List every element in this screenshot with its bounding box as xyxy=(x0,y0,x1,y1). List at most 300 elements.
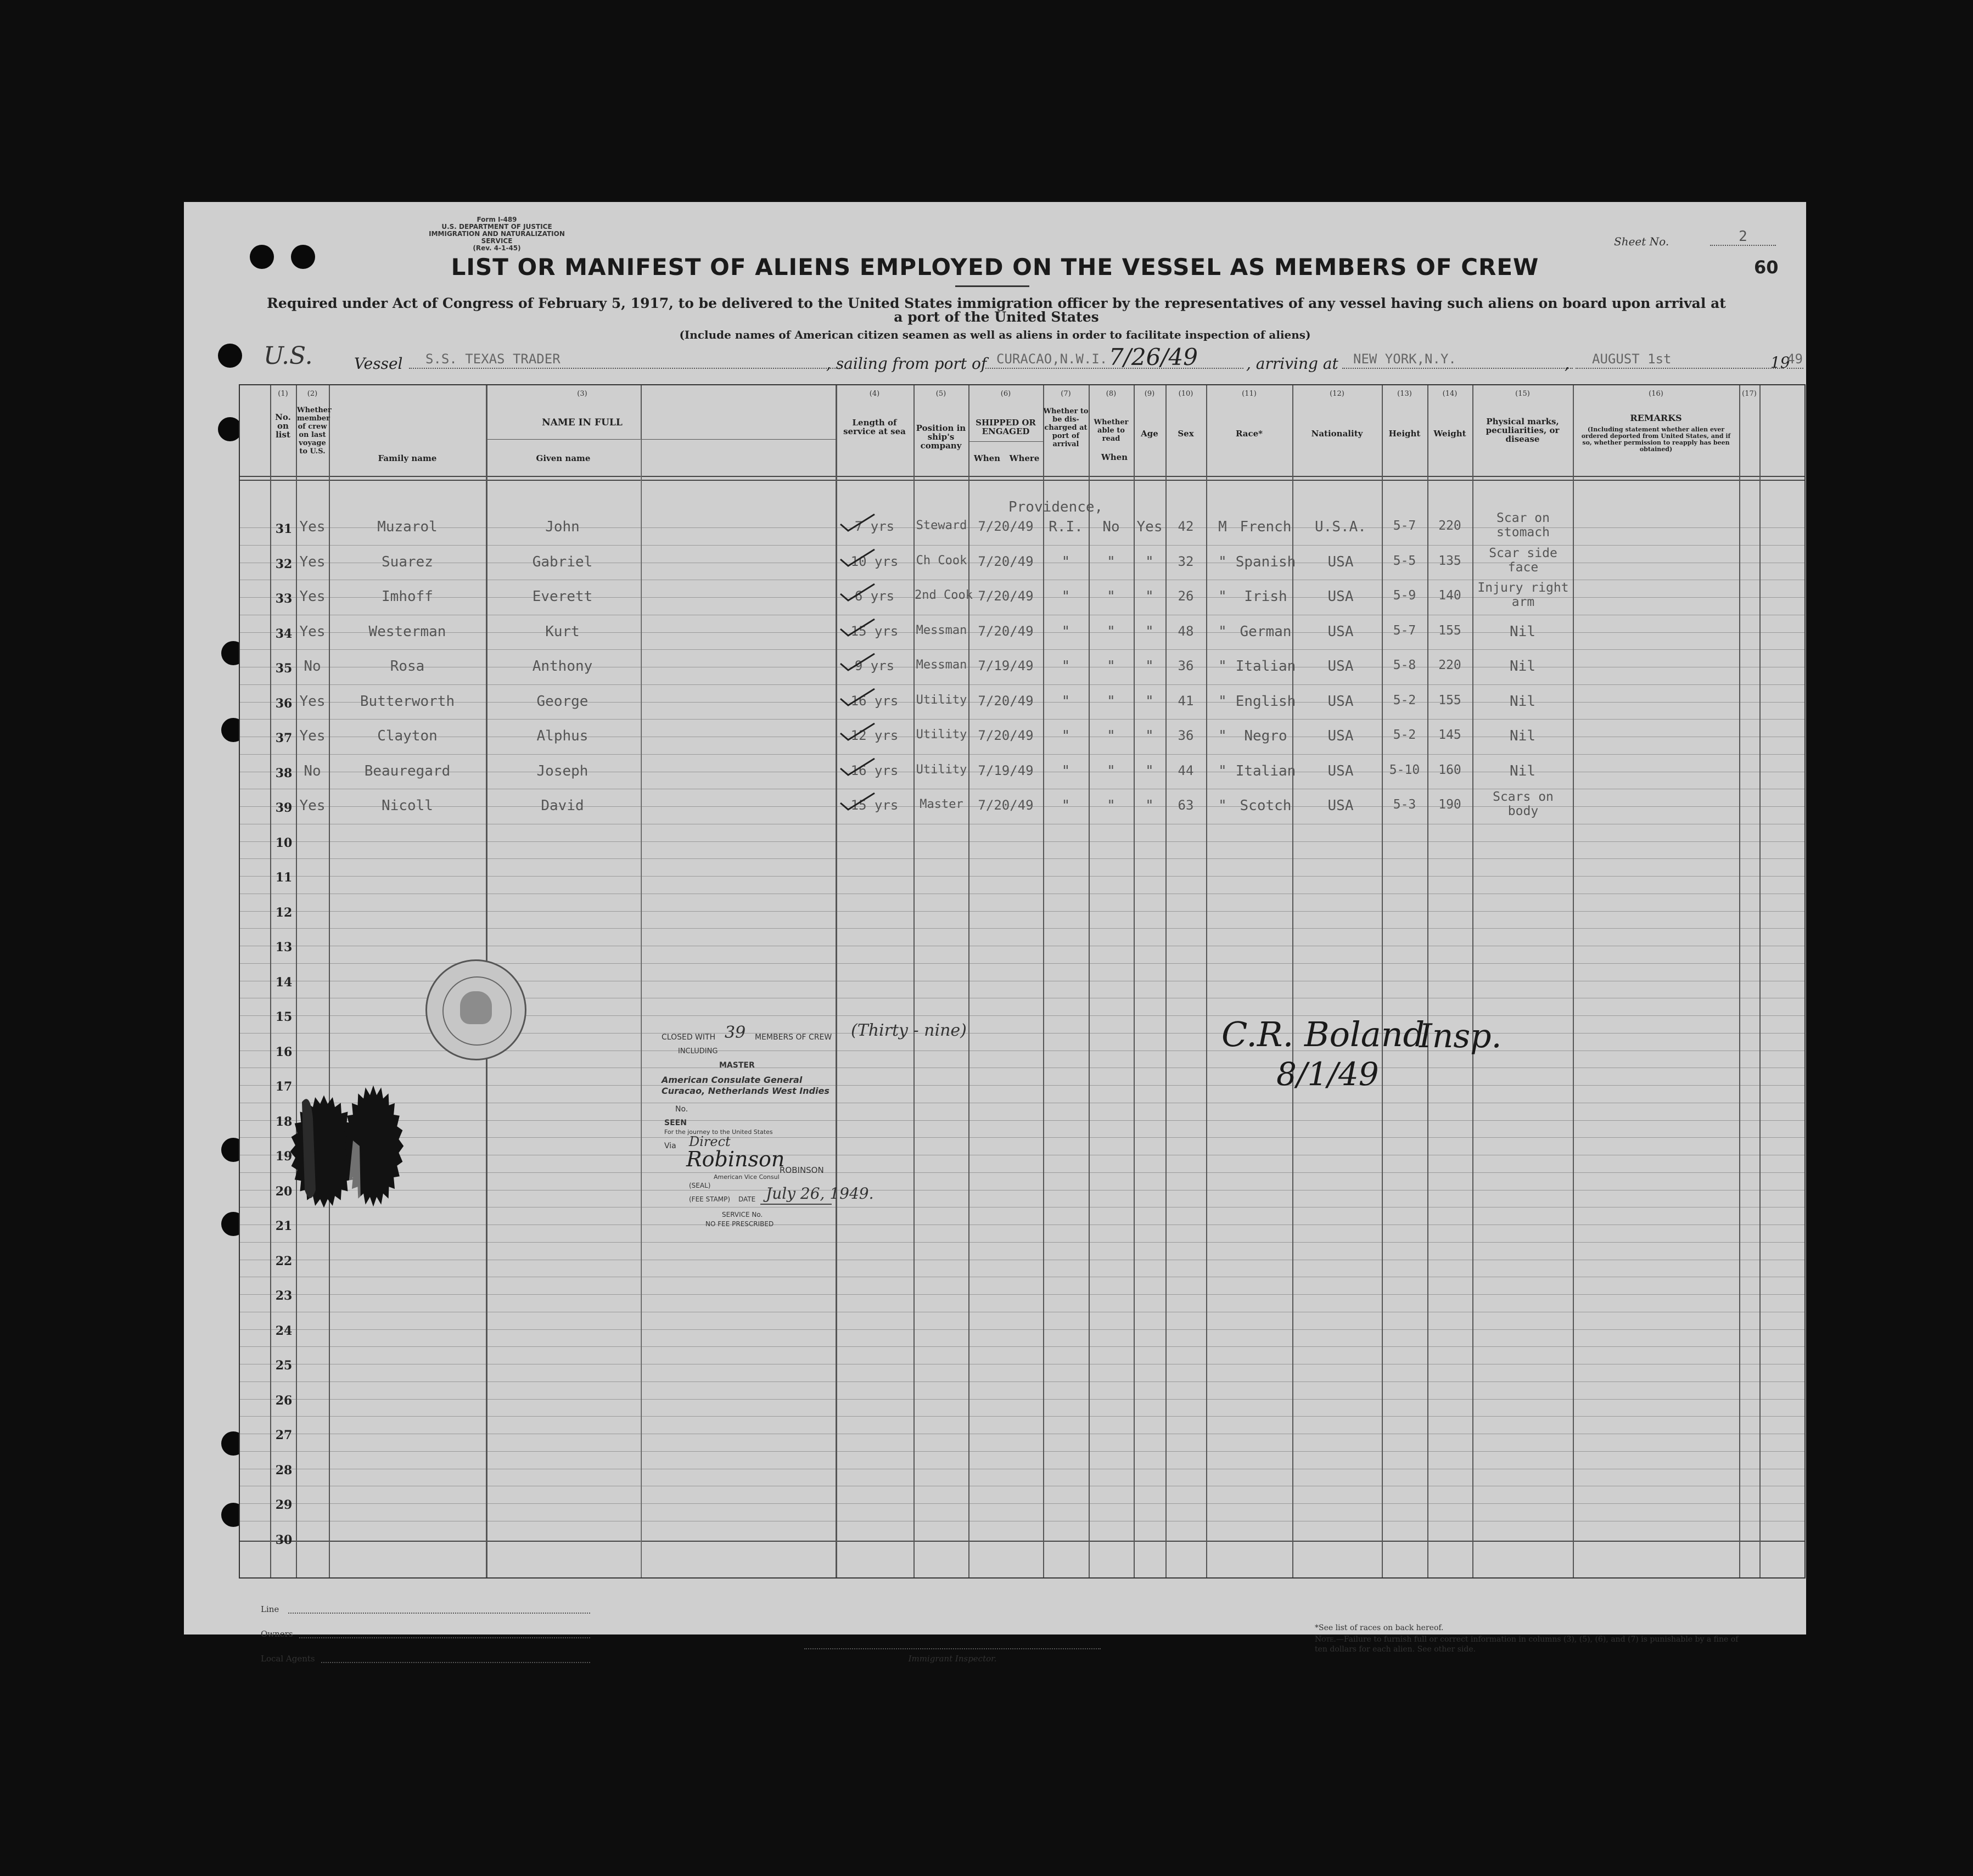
cell-weight: 155 xyxy=(1438,693,1461,707)
row-number: 35 xyxy=(275,661,293,676)
cell-where: R.I. xyxy=(1049,519,1083,535)
col-sex: Sex xyxy=(1178,429,1194,439)
cell-where: " xyxy=(1061,553,1070,570)
ruled-line xyxy=(240,1294,1804,1295)
cell-age: 44 xyxy=(1178,762,1194,778)
ruled-line xyxy=(240,1085,1804,1086)
cell-age: 36 xyxy=(1178,728,1194,743)
row-number: 12 xyxy=(275,905,293,920)
footer-line-label: Line xyxy=(261,1604,279,1614)
cell-read: " xyxy=(1145,623,1154,640)
cell-last: Yes xyxy=(299,623,326,640)
cell-age: 63 xyxy=(1178,797,1194,813)
cell-nat: USA xyxy=(1327,728,1354,744)
row-number: 19 xyxy=(275,1149,293,1164)
row-number: 38 xyxy=(275,766,293,780)
cell-where: " xyxy=(1061,623,1070,640)
cell-given: John xyxy=(545,519,580,535)
cell-disch: " xyxy=(1107,623,1116,640)
cell-position: Ch Cook xyxy=(916,553,967,568)
col-remarks: REMARKS xyxy=(1630,413,1682,423)
row-number: 13 xyxy=(275,940,293,954)
row-number: 18 xyxy=(275,1114,293,1129)
column-number: (1) xyxy=(278,390,288,398)
check-mark-icon xyxy=(838,757,877,777)
cell-height: 5-10 xyxy=(1389,762,1420,777)
row-number: 29 xyxy=(275,1498,293,1512)
form-identifier xyxy=(425,216,568,252)
page-subtitle: Required under Act of Congress of February 5, 1917, to be delivered to the United States immigration officer by the representatives of any vessel having such aliens on board upon arrival at a port of the United States xyxy=(267,295,1726,325)
row-number: 28 xyxy=(275,1463,293,1478)
row-number: 20 xyxy=(275,1184,293,1199)
row-number: 33 xyxy=(275,592,293,606)
header-rule xyxy=(240,476,1804,477)
col-weight: Weight xyxy=(1433,429,1466,439)
col-shipped-where-sub: Where xyxy=(1009,453,1040,463)
cell-age: 42 xyxy=(1178,519,1194,534)
cell-nat: USA xyxy=(1327,797,1354,814)
cell-family: Clayton xyxy=(377,728,438,744)
ruled-line xyxy=(240,684,1804,685)
cell-race: Irish xyxy=(1244,588,1287,605)
closed-with-label: CLOSED WITH xyxy=(662,1033,716,1042)
footer-agents-label: Local Agents xyxy=(261,1654,315,1664)
column-number: (14) xyxy=(1442,390,1458,398)
via-handwritten: Direct xyxy=(689,1134,731,1149)
cell-family: Imhoff xyxy=(382,588,433,605)
cell-service: 6 yrs xyxy=(854,588,895,604)
cell-disch: " xyxy=(1107,728,1116,744)
cell-last: Yes xyxy=(299,693,326,710)
manifest-sheet: Form I-489 U.S. DEPARTMENT OF JUSTICE IMMIGRATION AND NATURALIZATION SERVICE (Rev. 4-1-45) Sheet No. 2 60 LIST OR MANIFEST OF ALIENS EMPLOYED ON THE VESSEL AS MEMBERS OF CREW Required under Act of Congress of February 5, 1917, to be delivered to the United States immigration officer by the representatives of any vessel having such aliens on board upon arrival at a port of the United States (Include names of American citizen seamen as well as aliens in order to facilitate inspection of aliens) U.S. Vessel S.S. TEXAS TRADER , sailing from port of CURACAO,N.W.I. 7/26/49 , arriving at NEW YORK,N.Y. , AUGUST 1st 19 49 (1) (2) (3) (4) (5) (6) (7) (8) (9) (10) (11) (12) (13) (14) (15) (16) (17) No. on list Whether member of crew on last voyage to U.S. NAME IN FULL Family name Given name Length of service at sea Position in ship's company SHIPPED OR ENGAGED Whether to be dis-charged at port of arrival Whether able to read Age Sex Race* Nationality Height Weight Physical marks, peculiarities, or disease REMARKS (Including statement whether alien ever ordered deported from United States, and if so, whether permission to reapply has been obtained) 31 Yes Muzarol John 7 yrs Steward 7/20/49 R.I. No Yes 42 M French U.S.A. 5-7 220 Scar on stomach Providence, 32 Yes Suarez Gabriel 10 yrs Ch Cook 7/20/49 " " " 32 " Spanish USA 5-5 135 Scar side face 33 Yes Imhoff Everett 6 yrs 2nd Cook 7/20/49 " " " 26 " Irish USA 5-9 140 Injury right arm 34 Yes Westerman Kurt 15 yrs Messman 7/20/49 " " " 48 " German USA 5-7 155 Nil 35 No Rosa Anthony 9 yrs Messman 7/19/49 " " " 36 " Italian USA 5-8 220 Nil 36 Yes Butterworth George 16 yrs Utility 7/20/49 " " " 41 " English USA 5-2 155 Nil 37 Yes Clayton Alphus 12 yrs Utility 7/20/49 " " " 36 " Negro USA 5-2 145 Nil 38 No Beauregard Joseph 16 yrs Utility 7/19/49 " " " 44 " Italian USA 5-10 160 Nil 39 Yes Nicoll David 15 yrs Master 7/20/49 " " " 63 " Scotch USA 5-3 190 Scars on body 10 11 12 13 14 15 16 17 18 19 20 21 22 23 24 25 26 27 28 29 30 When Where When CLOSED WITH 39 MEMBERS OF CREW (Thirty - nine) INCLUDING MASTER American Consulate General Curacao, Netherlands West Indies No. SEEN For the journey to the United States Via Direct Robinson ROBINSON American Vice Consul (SEAL) (FEE STAMP) DATE July 26, 1949. SERVICE No. NO FEE PRESCRIBED C.R. Boland Insp. 8/1/49 Line Owners Local Agents Immigrant Inspector. *See list of races on back hereof. Note.—Failure to furnish full or correct information in columns (3), (5), (6), and (7) is punishable by a fine of ten dollars for each alien. See other side. xyxy=(184,202,1806,1635)
thirty-nine-handwritten: (Thirty - nine) xyxy=(851,1021,967,1040)
arriving-label: , arriving at xyxy=(1246,355,1338,373)
consulate-seal-icon xyxy=(425,959,526,1060)
journey-label: For the journey to the United States xyxy=(664,1128,773,1136)
eagle-icon xyxy=(460,991,492,1024)
vice-consul-signature: Robinson xyxy=(686,1147,785,1171)
sailing-label: , sailing from port of xyxy=(826,355,987,373)
vice-consul-title: American Vice Consul xyxy=(714,1173,780,1181)
col-given-name: Given name xyxy=(536,453,591,463)
col-family-name: Family name xyxy=(378,453,437,463)
row-number: 16 xyxy=(275,1044,293,1059)
footer-owners-label: Owners xyxy=(261,1629,293,1639)
column-number: (3) xyxy=(577,390,587,398)
races-note: *See list of races on back hereof. xyxy=(1315,1624,1444,1632)
cell-sex: M xyxy=(1218,519,1227,535)
ruled-line xyxy=(240,649,1804,650)
no-fee-label: NO FEE PRESCRIBED xyxy=(705,1220,774,1228)
cell-nat: USA xyxy=(1327,623,1354,640)
cell-service: 15 yrs xyxy=(850,797,899,813)
check-mark-icon xyxy=(838,618,877,638)
column-number: (13) xyxy=(1397,390,1412,398)
inspection-date-handwritten: 8/1/49 xyxy=(1276,1055,1379,1093)
cell-read: " xyxy=(1145,588,1154,605)
ruled-line xyxy=(240,1242,1804,1243)
ruled-line xyxy=(240,876,1804,877)
cell-age: 36 xyxy=(1178,658,1194,673)
closed-count-handwritten: 39 xyxy=(725,1023,746,1042)
seal-label: (SEAL) xyxy=(689,1182,711,1189)
cell-family: Suarez xyxy=(382,553,433,570)
cell-when: 7/20/49 xyxy=(978,693,1034,709)
immigrant-inspector-label: Immigrant Inspector. xyxy=(908,1654,997,1664)
col-shipped-when-sub: When xyxy=(973,453,1001,463)
edition: (Rev. 4-1-45) xyxy=(473,244,521,252)
column-number: (7) xyxy=(1061,390,1071,398)
cell-service: 10 yrs xyxy=(850,553,899,569)
us-handwritten-mark: U.S. xyxy=(264,342,313,370)
cell-sex: " xyxy=(1218,693,1227,710)
port-of-departure: CURACAO,N.W.I. xyxy=(985,351,1243,369)
col-discharged: Whether to be dis-charged at port of arrival xyxy=(1043,407,1089,448)
cell-when: 7/19/49 xyxy=(978,762,1034,778)
form-number: Form I-489 xyxy=(477,216,517,223)
cell-weight: 220 xyxy=(1438,519,1461,533)
cell-position: Utility xyxy=(916,693,967,707)
page-number: 60 xyxy=(1754,257,1779,278)
date-label: DATE xyxy=(738,1195,756,1203)
cell-disch: " xyxy=(1107,588,1116,605)
ruled-line xyxy=(240,928,1804,929)
column-number: (12) xyxy=(1330,390,1344,398)
cell-weight: 155 xyxy=(1438,623,1461,638)
col-race: Race* xyxy=(1235,429,1263,439)
cell-when: 7/20/49 xyxy=(978,728,1034,743)
column-number: (15) xyxy=(1515,390,1530,398)
consular-date-rule xyxy=(760,1204,832,1205)
vice-consul-name: ROBINSON xyxy=(780,1165,824,1175)
check-mark-icon xyxy=(838,792,877,812)
cell-given: Everett xyxy=(532,588,593,605)
service: IMMIGRATION AND NATURALIZATION SERVICE xyxy=(429,230,565,245)
cell-where: " xyxy=(1061,762,1070,779)
cell-last: No xyxy=(304,658,321,675)
row-number: 26 xyxy=(275,1393,293,1408)
cell-read: " xyxy=(1145,728,1154,744)
cell-last: Yes xyxy=(299,588,326,605)
service-no-label: SERVICE No. xyxy=(722,1211,763,1218)
title-rule xyxy=(955,285,1029,287)
cell-last: Yes xyxy=(299,519,326,535)
cell-given: Gabriel xyxy=(532,553,593,570)
column-number: (6) xyxy=(1000,390,1011,398)
arrival-date: AUGUST 1st xyxy=(1576,351,1784,369)
col-height: Height xyxy=(1388,429,1421,439)
cell-weight: 220 xyxy=(1438,658,1461,672)
column-number: (4) xyxy=(869,390,880,398)
cell-marks: Nil xyxy=(1510,623,1535,640)
cell-nat: USA xyxy=(1327,553,1354,570)
cell-sex: " xyxy=(1218,728,1227,744)
column-number: (11) xyxy=(1242,390,1257,398)
cell-race: Scotch xyxy=(1240,797,1292,814)
cell-age: 26 xyxy=(1178,588,1194,604)
cell-service: 9 yrs xyxy=(854,658,895,673)
cell-weight: 190 xyxy=(1438,797,1461,812)
members-of-crew-label: MEMBERS OF CREW xyxy=(755,1033,832,1042)
cell-last: Yes xyxy=(299,797,326,814)
cell-sex: " xyxy=(1218,623,1227,640)
cell-sex: " xyxy=(1218,658,1227,675)
cell-height: 5-8 xyxy=(1393,658,1416,672)
cell-last: Yes xyxy=(299,728,326,744)
cell-disch: " xyxy=(1107,658,1116,675)
cell-read: " xyxy=(1145,658,1154,675)
row-number: 15 xyxy=(275,1010,293,1024)
including-label: INCLUDING xyxy=(678,1047,718,1055)
cell-nat: U.S.A. xyxy=(1315,519,1366,535)
cell-marks: Nil xyxy=(1510,762,1535,779)
cell-age: 32 xyxy=(1178,553,1194,569)
cell-read: " xyxy=(1145,553,1154,570)
row-number: 34 xyxy=(275,626,293,641)
cell-given: George xyxy=(536,693,588,710)
row-number: 10 xyxy=(275,835,293,850)
cell-last: No xyxy=(304,762,321,779)
ruled-line xyxy=(240,911,1804,912)
cell-height: 5-2 xyxy=(1393,728,1416,742)
ruled-line xyxy=(240,841,1804,842)
cell-height: 5-3 xyxy=(1393,797,1416,812)
cell-weight: 135 xyxy=(1438,553,1461,568)
cell-disch: " xyxy=(1107,797,1116,814)
column-number: (10) xyxy=(1178,390,1193,398)
ruled-line xyxy=(240,1399,1804,1400)
ruled-line xyxy=(240,1503,1804,1504)
consular-date-handwritten: July 26, 1949. xyxy=(766,1184,874,1203)
cell-read: " xyxy=(1145,693,1154,710)
ruled-line xyxy=(240,1416,1804,1417)
column-number: (2) xyxy=(307,390,318,398)
ruled-line xyxy=(240,1120,1804,1121)
cell-race: English xyxy=(1235,693,1296,710)
cell-marks: Injury right arm xyxy=(1477,581,1569,609)
check-mark-icon xyxy=(838,583,877,603)
cell-weight: 145 xyxy=(1438,728,1461,742)
cell-where: " xyxy=(1061,588,1070,605)
cell-height: 5-7 xyxy=(1393,623,1416,638)
year-suffix: 49 xyxy=(1787,351,1803,369)
cell-position: Messman xyxy=(916,623,967,637)
page-note: (Include names of American citizen seamen as well as aliens in order to facilitate inspection of aliens) xyxy=(679,328,1311,341)
cell-read: " xyxy=(1145,762,1154,779)
col-length-of-service: Length of service at sea xyxy=(843,418,906,436)
cell-family: Muzarol xyxy=(377,519,438,535)
row-number: 24 xyxy=(275,1323,293,1338)
cell-sex: " xyxy=(1218,553,1227,570)
cell-given: Alphus xyxy=(536,728,588,744)
sailing-date-handwritten: 7/26/49 xyxy=(1109,344,1198,370)
row-number: 17 xyxy=(275,1080,293,1094)
col-position: Position in ship's company xyxy=(916,423,966,451)
cell-position: Utility xyxy=(916,728,967,742)
col-nationality: Nationality xyxy=(1311,429,1363,439)
inspector-signature: C.R. Boland xyxy=(1221,1014,1425,1054)
inspector-title-handwritten: Insp. xyxy=(1419,1017,1502,1055)
cell-service: 16 yrs xyxy=(850,762,899,778)
cell-disch: " xyxy=(1107,762,1116,779)
column-number: (5) xyxy=(935,390,946,398)
col-shipped-or-engaged: SHIPPED OR ENGAGED xyxy=(976,418,1036,436)
master-label: MASTER xyxy=(719,1061,755,1070)
check-mark-icon xyxy=(838,722,877,742)
consulate-name: American Consulate General xyxy=(662,1075,803,1085)
row-number: 14 xyxy=(275,975,293,990)
cell-disch: No xyxy=(1102,519,1120,535)
cell-position: Steward xyxy=(916,519,967,532)
col-name-in-full: NAME IN FULL xyxy=(542,417,623,428)
cell-sex: " xyxy=(1218,762,1227,779)
punch-hole xyxy=(218,344,242,368)
sheet-number: 2 xyxy=(1710,228,1776,246)
page-title: LIST OR MANIFEST OF ALIENS EMPLOYED ON THE VESSEL AS MEMBERS OF CREW xyxy=(451,254,1539,280)
footer-note xyxy=(1315,1635,1743,1654)
cell-when: 7/19/49 xyxy=(978,658,1034,673)
table-bottom-rule xyxy=(240,1541,1804,1542)
via-label: Via xyxy=(664,1142,676,1150)
year-prefix: 19 xyxy=(1770,353,1790,372)
row-number: 39 xyxy=(275,801,293,815)
cell-nat: USA xyxy=(1327,588,1354,605)
col-last-voyage: Whether member of crew on last voyage to U.S. xyxy=(297,406,332,456)
cell-marks: Nil xyxy=(1510,728,1535,744)
row-number: 31 xyxy=(275,522,293,536)
cell-service: 15 yrs xyxy=(850,623,899,639)
cell-marks: Nil xyxy=(1510,658,1535,675)
cell-when: 7/20/49 xyxy=(978,588,1034,604)
ruled-line xyxy=(240,754,1804,755)
cell-race: Spanish xyxy=(1235,553,1296,570)
cell-race: Italian xyxy=(1235,658,1296,675)
cell-race: Negro xyxy=(1244,728,1287,744)
ruled-line xyxy=(240,858,1804,859)
cell-nat: USA xyxy=(1327,693,1354,710)
ruled-line xyxy=(240,1381,1804,1382)
cell-family: Rosa xyxy=(390,658,425,675)
row-number: 22 xyxy=(275,1254,293,1268)
cell-height: 5-7 xyxy=(1393,519,1416,533)
col-able-to-read: Whether able to read xyxy=(1094,418,1129,443)
col-remarks-note: (Including statement whether alien ever ordered deported from United States, and if so, whether permission to reapply has been obtained) xyxy=(1581,426,1731,453)
cell-weight: 140 xyxy=(1438,588,1461,603)
column-number: (16) xyxy=(1649,390,1663,398)
cell-sex: " xyxy=(1218,797,1227,814)
cell-family: Beauregard xyxy=(364,762,451,779)
fee-stamp-label: (FEE STAMP) xyxy=(689,1195,731,1203)
department: U.S. DEPARTMENT OF JUSTICE xyxy=(441,223,552,231)
cell-last: Yes xyxy=(299,553,326,570)
row-number: 30 xyxy=(275,1532,293,1547)
row-number: 21 xyxy=(275,1219,293,1233)
note-label: Note. xyxy=(1315,1635,1336,1644)
ruled-line xyxy=(240,719,1804,720)
cell-when: 7/20/49 xyxy=(978,623,1034,639)
row-number: 23 xyxy=(275,1289,293,1303)
cell-nat: USA xyxy=(1327,762,1354,779)
cell-position: Master xyxy=(920,797,963,811)
cell-position: Messman xyxy=(916,658,967,672)
row-number: 32 xyxy=(275,557,293,571)
vessel-label: Vessel xyxy=(354,355,403,373)
cell-marks: Nil xyxy=(1510,693,1535,710)
cell-race: French xyxy=(1240,519,1292,535)
cell-age: 48 xyxy=(1178,623,1194,639)
cell-family: Westerman xyxy=(368,623,446,640)
row-number: 25 xyxy=(275,1358,293,1373)
cell-height: 5-9 xyxy=(1393,588,1416,603)
cell-marks: Scars on body xyxy=(1493,790,1554,818)
check-mark-icon xyxy=(838,688,877,707)
cell-position: 2nd Cook xyxy=(915,588,973,602)
cell-given: Anthony xyxy=(532,658,593,675)
cell-family: Nicoll xyxy=(382,797,433,814)
row-number: 37 xyxy=(275,731,293,745)
column-number: (17) xyxy=(1742,390,1757,398)
cell-where: " xyxy=(1061,797,1070,814)
header-rule-double xyxy=(240,480,1804,481)
col-no-on-list: No. on list xyxy=(275,412,291,440)
check-mark-icon xyxy=(838,653,877,672)
cell-read: Yes xyxy=(1136,519,1163,535)
cell-marks: Scar side face xyxy=(1489,546,1557,575)
column-number: (9) xyxy=(1144,390,1155,398)
port-of-arrival: NEW YORK,N.Y. xyxy=(1342,351,1573,369)
cell-disch: " xyxy=(1107,553,1116,570)
cell-read: " xyxy=(1145,797,1154,814)
ruled-line xyxy=(240,1172,1804,1173)
cell-where: " xyxy=(1061,658,1070,675)
ink-blot-icon xyxy=(272,1069,414,1267)
cell-given: David xyxy=(541,797,584,814)
row-number: 27 xyxy=(275,1428,293,1442)
column-number: (8) xyxy=(1106,390,1117,398)
cell-when: 7/20/49 xyxy=(978,553,1034,569)
seen-label: SEEN xyxy=(664,1119,687,1127)
cell-given: Kurt xyxy=(545,623,580,640)
cell-when: 7/20/49 xyxy=(978,797,1034,813)
cell-race: Italian xyxy=(1235,762,1296,779)
ruled-line xyxy=(240,1329,1804,1330)
cell-weight: 160 xyxy=(1438,762,1461,777)
row-number: 11 xyxy=(275,870,293,885)
ruled-line xyxy=(240,1137,1804,1138)
cell-height: 5-5 xyxy=(1393,553,1416,568)
cell-sex: " xyxy=(1218,588,1227,605)
cell-given: Joseph xyxy=(536,762,588,779)
cell-race: German xyxy=(1240,623,1292,640)
cell-position: Utility xyxy=(916,762,967,777)
col-physical-marks: Physical marks, peculiarities, or disease xyxy=(1486,417,1560,444)
consulate-no-label: No. xyxy=(675,1105,688,1114)
cell-height: 5-2 xyxy=(1393,693,1416,707)
ruled-line xyxy=(240,1451,1804,1452)
cell-family: Butterworth xyxy=(360,693,455,710)
cell-service: 16 yrs xyxy=(850,693,899,709)
row-number: 36 xyxy=(275,696,293,711)
cell-service: 7 yrs xyxy=(854,519,895,534)
cell-when: 7/20/49 xyxy=(978,519,1034,534)
consulate-place: Curacao, Netherlands West Indies xyxy=(662,1086,829,1096)
cell-service: 12 yrs xyxy=(850,728,899,743)
ruled-line xyxy=(240,1346,1804,1347)
cell-nat: USA xyxy=(1327,658,1354,675)
col-age: Age xyxy=(1141,429,1158,439)
check-mark-icon xyxy=(838,548,877,568)
cell-where: " xyxy=(1061,728,1070,744)
